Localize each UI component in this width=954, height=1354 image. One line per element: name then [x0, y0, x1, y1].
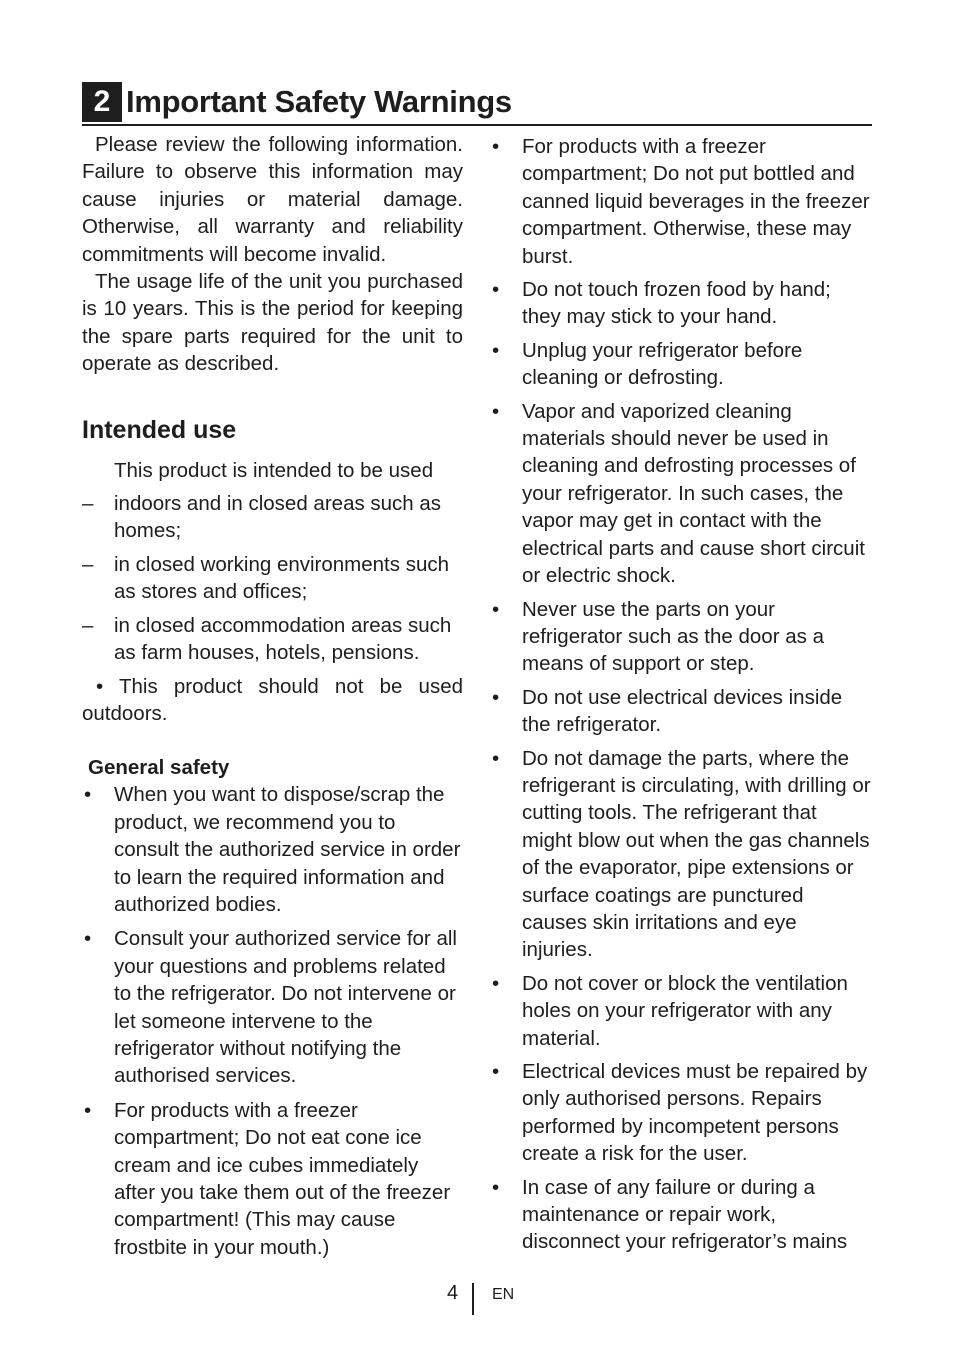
language-code: EN [492, 1286, 515, 1303]
bullet-marker: • [492, 135, 500, 158]
bullet-marker: • [492, 399, 500, 423]
list-item [490, 970, 872, 1052]
list-item-text: For products with a freezer compartment; Do not put bottled and canned liquid beverages in the freezer compartment. Otherwise, these may burst. [522, 135, 870, 268]
intended-use-heading: Intended use [82, 415, 237, 444]
bullet-marker: • [84, 783, 92, 807]
list-item [82, 490, 463, 545]
bullet-marker: • [492, 1175, 500, 1199]
list-item-text: Consult your authorized service for all your questions and problems related to the refrigerator. Do not intervene or let someone intervene to the refrigerator without notifying the authorised services. [114, 927, 457, 1088]
list-item-text: Never use the parts on your refrigerator such as the door as a means of support or step. [522, 597, 824, 676]
section-number-badge: 2 [82, 82, 122, 122]
section-header [82, 78, 872, 126]
bullet-marker: • [84, 1098, 92, 1122]
list-item-text: When you want to dispose/scrap the product, we recommend you to consult the authorized service in order to learn the required information and authorized bodies. [114, 783, 461, 916]
list-item-text: Do not damage the parts, where the refrigerant is circulating, with drilling or cutting tools. The refrigerant that might blow out when the gas channels of the evaporator, pipe extensions or surface coatings are punctured causes skin irritations and eye injuries. [522, 746, 871, 962]
list-item-text: Vapor and vaporized cleaning materials should never be used in cleaning and defrosting processes of your refrigerator. In such cases, the vapor may get in contact with the electrical parts and cause short circuit or electric shock. [522, 399, 865, 588]
list-item-text: Do not cover or block the ventilation holes on your refrigerator with any material. [522, 971, 848, 1050]
outdoor-note: • This product should not be used outdoors. [82, 674, 463, 725]
list-item [490, 745, 872, 964]
intended-use-list [82, 490, 463, 666]
bullet-marker: • [492, 1060, 500, 1083]
bullet-marker: • [492, 746, 500, 770]
list-item [490, 684, 872, 739]
list-item [490, 1174, 872, 1256]
list-item [82, 1097, 463, 1261]
bullet-marker: • [492, 685, 500, 709]
dash-marker: – [82, 613, 94, 637]
bullet-marker: • [492, 338, 500, 362]
bullet-marker: • [492, 597, 500, 621]
intro-paragraph-1: Please review the following information. Failure to observe this information may cause injuries or material damage. Otherwise, all warranty and reliability commitments will become invalid. [82, 133, 463, 266]
section-title: Important Safety Warnings [126, 84, 512, 119]
list-item [82, 612, 463, 667]
list-item-text: Electrical devices must be repaired by only authorised persons. Repairs performed by incompetent persons create a risk for the user. [522, 1060, 868, 1166]
list-item [82, 925, 463, 1089]
bullet-marker: • [84, 927, 92, 951]
list-item-text: For products with a freezer compartment; Do not eat cone ice cream and ice cubes immediately after you take them out of the freezer compartment! (This may cause frostbite in your mouth.) [114, 1098, 451, 1259]
dash-marker: – [82, 492, 94, 516]
general-safety-list-left [82, 781, 463, 1261]
list-item [490, 133, 872, 270]
intended-use-lead: This product is intended to be used [114, 458, 434, 482]
list-item [490, 596, 872, 678]
list-item-text: indoors and in closed areas such as homes; [114, 492, 442, 543]
page-number: 4 [447, 1282, 459, 1304]
list-item [490, 337, 872, 392]
bullet-marker: • [492, 278, 500, 302]
left-column [82, 131, 463, 1261]
footer-divider [472, 1283, 474, 1315]
general-safety-heading: General safety [88, 756, 230, 780]
dash-marker: – [82, 552, 94, 576]
list-item-text: Do not use electrical devices inside the refrigerator. [522, 685, 843, 737]
list-item-text: Do not touch frozen food by hand; they may stick to your hand. [522, 278, 831, 329]
list-item [82, 781, 463, 918]
list-item-text: in closed accommodation areas such as farm houses, hotels, pensions. [114, 613, 452, 665]
list-item-text: in closed working environments such as stores and offices; [114, 552, 449, 604]
intro-paragraph-2: The usage life of the unit you purchased is 10 years. This is the period for keeping the spare parts required for the unit to operate as described. [82, 270, 463, 376]
list-item [490, 276, 872, 331]
list-item [82, 551, 463, 606]
general-safety-list-right [490, 133, 872, 1256]
list-item [490, 1058, 872, 1168]
bullet-marker: • [492, 971, 500, 995]
list-item-text: Unplug your refrigerator before cleaning or defrosting. [522, 338, 803, 390]
right-column [490, 133, 872, 1256]
list-item-text: In case of any failure or during a maintenance or repair work, disconnect your refrigerator’s mains [522, 1175, 848, 1254]
list-item [490, 398, 872, 590]
